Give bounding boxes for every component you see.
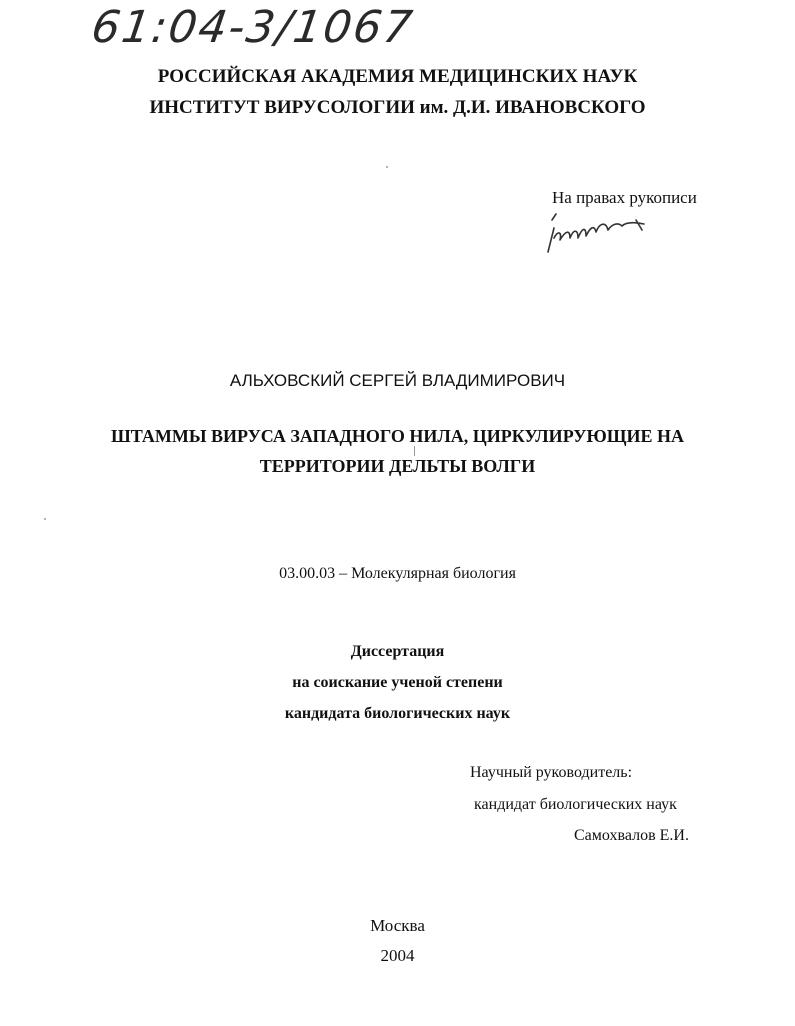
manuscript-rights-label: На правах рукописи xyxy=(552,188,697,207)
organization-line-1: РОССИЙСКАЯ АКАДЕМИЯ МЕДИЦИНСКИХ НАУК xyxy=(157,66,638,87)
supervisor-degree: кандидат биологических наук xyxy=(474,796,677,813)
thesis-title-line-2: ТЕРРИТОРИИ ДЕЛЬТЫ ВОЛГИ xyxy=(259,456,536,476)
archive-number-handwritten: 61:04-3/1067 xyxy=(88,2,418,53)
degree-name: кандидата биологических наук xyxy=(284,705,511,722)
city: Москва xyxy=(370,916,425,935)
author-signature xyxy=(540,208,652,256)
thesis-title-line-1: ШТАММЫ ВИРУСА ЗАПАДНОГО НИЛА, ЦИРКУЛИРУЮЩИЕ НА xyxy=(111,426,684,446)
organization-line-2: ИНСТИТУТ ВИРУСОЛОГИИ им. Д.И. ИВАНОВСКОГО xyxy=(149,97,646,118)
specialty-code: 03.00.03 – Молекулярная биология xyxy=(279,565,516,582)
scan-speck xyxy=(414,446,415,456)
supervisor-label: Научный руководитель: xyxy=(470,764,633,781)
degree-purpose: на соискание ученой степени xyxy=(292,674,503,691)
supervisor-name: Самохвалов Е.И. xyxy=(574,827,689,844)
scan-speck xyxy=(386,166,388,168)
scan-speck xyxy=(44,518,46,520)
year: 2004 xyxy=(380,946,415,965)
author-name: АЛЬХОВСКИЙ СЕРГЕЙ ВЛАДИМИРОВИЧ xyxy=(229,371,566,390)
dissertation-label: Диссертация xyxy=(350,643,445,660)
